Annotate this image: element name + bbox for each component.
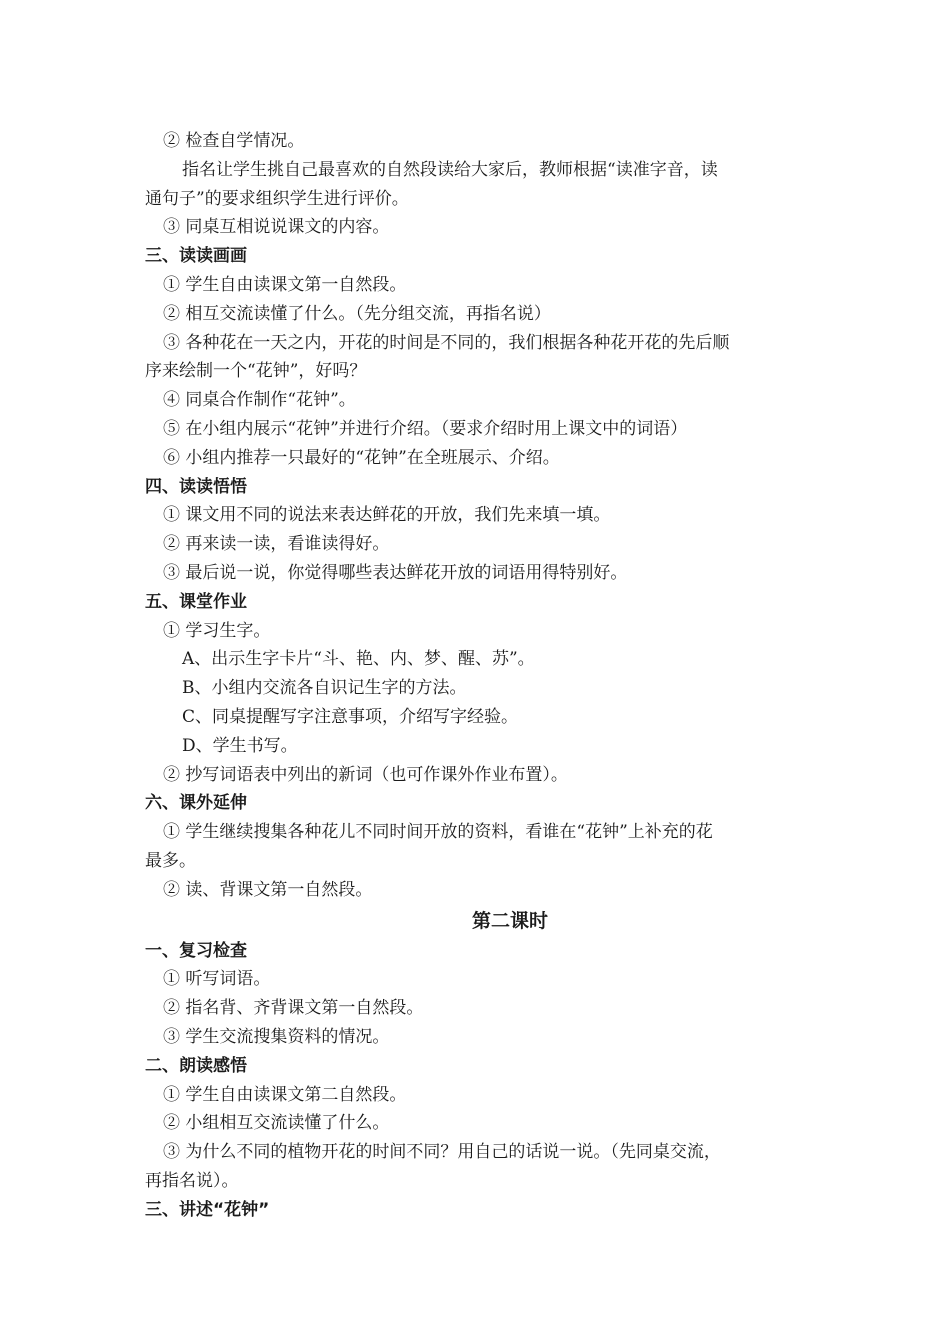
list-item: ② 小组相互交流读懂了什么。: [163, 1113, 390, 1134]
section-heading: 三、读读画画: [145, 246, 247, 267]
paragraph-line: 指名让学生挑自己最喜欢的自然段读给大家后，教师根据“读准字音，读: [182, 159, 718, 180]
list-item-continuation: 再指名说）。: [145, 1170, 239, 1191]
list-item: ③ 同桌互相说说课文的内容。: [163, 217, 390, 238]
sub-item: C、同桌提醒写字注意事项，介绍写字经验。: [182, 706, 519, 727]
list-item: ② 指名背、齐背课文第一自然段。: [163, 998, 424, 1019]
paragraph-line: 通句子”的要求组织学生进行评价。: [145, 188, 409, 209]
list-item: ② 再来读一读，看谁读得好。: [163, 534, 390, 555]
list-item: ⑥ 小组内推荐一只最好的“花钟”在全班展示、介绍。: [163, 447, 560, 468]
list-item: ② 读、背课文第一自然段。: [163, 879, 373, 900]
list-item: ① 学生继续搜集各种花儿不同时间开放的资料，看谁在“花钟”上补充的花: [163, 822, 713, 843]
document-body: [145, 127, 805, 1224]
section-heading: 四、读读悟悟: [145, 476, 247, 497]
section-heading: 五、课堂作业: [145, 591, 247, 612]
list-item: ③ 最后说一说，你觉得哪些表达鲜花开放的词语用得特别好。: [163, 562, 628, 583]
list-item: ① 学生自由读课文第一自然段。: [163, 274, 407, 295]
list-item-continuation: 序来绘制一个“花钟”，好吗？: [145, 361, 367, 382]
list-item: ① 学习生字。: [163, 620, 271, 641]
list-item: ① 学生自由读课文第二自然段。: [163, 1084, 407, 1105]
list-item-continuation: 最多。: [145, 850, 196, 871]
list-item: ④ 同桌合作制作“花钟”。: [163, 390, 356, 411]
lesson-title: 第二课时: [471, 909, 548, 932]
list-item: ③ 学生交流搜集资料的情况。: [163, 1026, 390, 1047]
section-heading: 三、讲述“花钟”: [145, 1199, 270, 1220]
sub-item: A、出示生字卡片“斗、艳、内、梦、醒、苏”。: [182, 649, 535, 670]
section-heading: 一、复习检查: [145, 940, 247, 961]
sub-item: B、小组内交流各自识记生字的方法。: [182, 678, 467, 699]
section-heading: 二、朗读感悟: [145, 1055, 247, 1076]
list-item: ① 课文用不同的说法来表达鲜花的开放，我们先来填一填。: [163, 505, 611, 526]
list-item: ② 抄写词语表中列出的新词（也可作课外作业布置）。: [163, 764, 568, 785]
section-heading: 六、课外延伸: [145, 793, 247, 814]
sub-item: D、学生书写。: [182, 735, 298, 756]
list-item: ⑤ 在小组内展示“花钟”并进行介绍。（要求介绍时用上课文中的词语）: [163, 418, 688, 439]
list-item: ① 听写词语。: [163, 969, 271, 990]
list-item: ③ 为什么不同的植物开花的时间不同？用自己的话说一说。（先同桌交流，: [163, 1142, 721, 1163]
list-item: ② 检查自学情况。: [163, 131, 305, 151]
list-item: ② 相互交流读懂了什么。（先分组交流，再指名说）: [163, 303, 551, 324]
list-item: ③ 各种花在一天之内，开花的时间是不同的，我们根据各种花开花的先后顺: [163, 332, 730, 353]
